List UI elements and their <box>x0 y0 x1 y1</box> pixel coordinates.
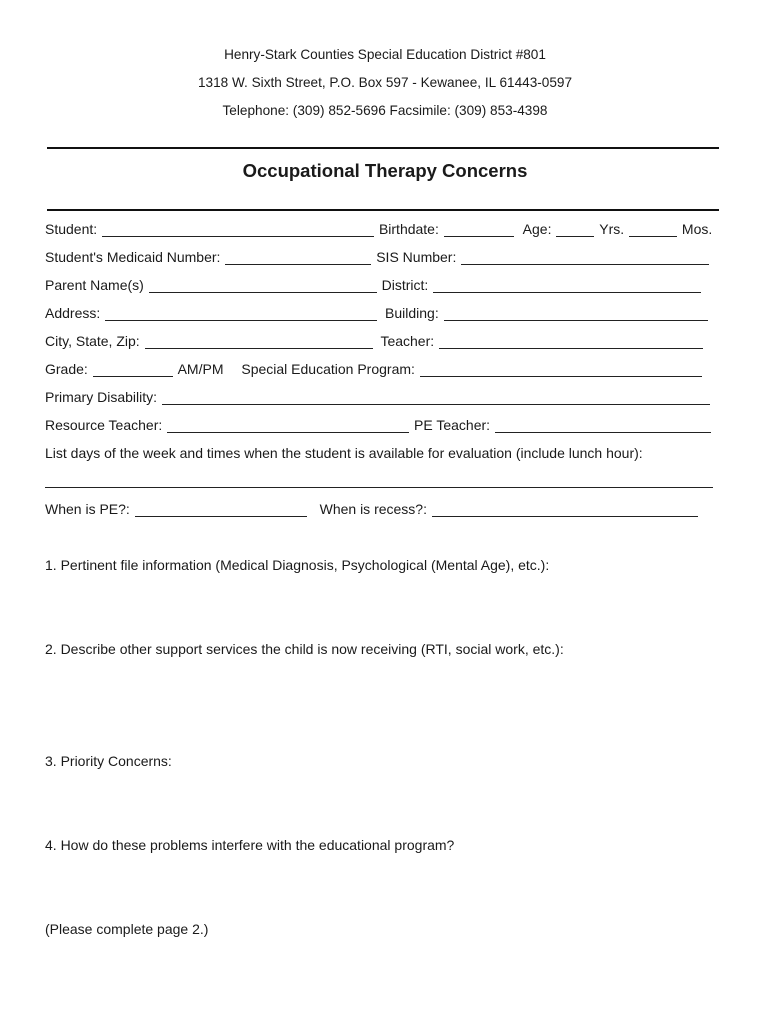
address-label: Address: <box>45 305 101 321</box>
sped-program-field[interactable] <box>420 363 702 377</box>
resource-teacher-label: Resource Teacher: <box>45 417 163 433</box>
question-4: 4. How do these problems interfere with the educational program? <box>45 837 455 853</box>
row-availability <box>45 445 725 461</box>
student-field[interactable] <box>102 223 374 237</box>
row-pe-recess <box>45 501 725 517</box>
parent-field[interactable] <box>149 279 377 293</box>
question-2: 2. Describe other support services the child is now receiving (RTI, social work, etc.): <box>45 641 564 657</box>
question-3: 3. Priority Concerns: <box>45 753 172 769</box>
when-recess-field[interactable] <box>432 503 698 517</box>
age-label: Age: <box>522 221 552 237</box>
availability-field[interactable] <box>45 487 713 488</box>
pe-teacher-field[interactable] <box>495 419 711 433</box>
medicaid-field[interactable] <box>225 251 371 265</box>
grade-label: Grade: <box>45 361 88 377</box>
birthdate-field[interactable] <box>444 223 514 237</box>
pe-teacher-label: PE Teacher: <box>414 417 491 433</box>
yrs-label: Yrs. <box>599 221 625 237</box>
building-label: Building: <box>385 305 439 321</box>
address-field[interactable] <box>105 307 377 321</box>
city-field[interactable] <box>145 335 373 349</box>
building-field[interactable] <box>444 307 708 321</box>
grade-field[interactable] <box>93 363 173 377</box>
sis-label: SIS Number: <box>376 249 457 265</box>
header-phone-fax: Telephone: (309) 852-5696 Facsimile: (309) 853-4398 <box>222 103 548 118</box>
teacher-label: Teacher: <box>380 333 435 349</box>
page-title: Occupational Therapy Concerns <box>242 160 528 181</box>
footer-note: (Please complete page 2.) <box>45 921 209 937</box>
parent-label: Parent Name(s) <box>45 277 144 293</box>
top-rule <box>47 147 719 149</box>
medicaid-label: Student's Medicaid Number: <box>45 249 221 265</box>
when-pe-label: When is PE?: <box>45 501 130 517</box>
row-student <box>45 221 725 237</box>
primary-disability-label: Primary Disability: <box>45 389 158 405</box>
header-address: 1318 W. Sixth Street, P.O. Box 597 - Kewanee, IL 61443-0597 <box>197 75 573 90</box>
teacher-field[interactable] <box>439 335 703 349</box>
district-field[interactable] <box>433 279 701 293</box>
when-pe-field[interactable] <box>135 503 307 517</box>
row-primary-disability <box>45 389 725 405</box>
question-1: 1. Pertinent file information (Medical Diagnosis, Psychological (Mental Age), etc.): <box>45 557 550 573</box>
sped-program-label: Special Education Program: <box>241 361 415 377</box>
district-label: District: <box>381 277 429 293</box>
ampm-label: AM/PM <box>177 361 224 377</box>
student-label: Student: <box>45 221 98 237</box>
availability-label: List days of the week and times when the student is available for evaluation (include lunch hour): <box>45 445 643 461</box>
row-resource-teacher <box>45 417 725 433</box>
age-years-field[interactable] <box>556 223 594 237</box>
sis-field[interactable] <box>461 251 709 265</box>
row-city <box>45 333 725 349</box>
row-address <box>45 305 725 321</box>
city-label: City, State, Zip: <box>45 333 140 349</box>
row-grade <box>45 361 725 377</box>
title-rule <box>47 209 719 211</box>
when-recess-label: When is recess?: <box>319 501 427 517</box>
header-org-name: Henry-Stark Counties Special Education District #801 <box>224 47 546 62</box>
mos-label: Mos. <box>681 221 713 237</box>
resource-teacher-field[interactable] <box>167 419 409 433</box>
age-months-field[interactable] <box>629 223 677 237</box>
row-parent <box>45 277 725 293</box>
birthdate-label: Birthdate: <box>378 221 439 237</box>
primary-disability-field[interactable] <box>162 391 710 405</box>
row-medicaid <box>45 249 725 265</box>
